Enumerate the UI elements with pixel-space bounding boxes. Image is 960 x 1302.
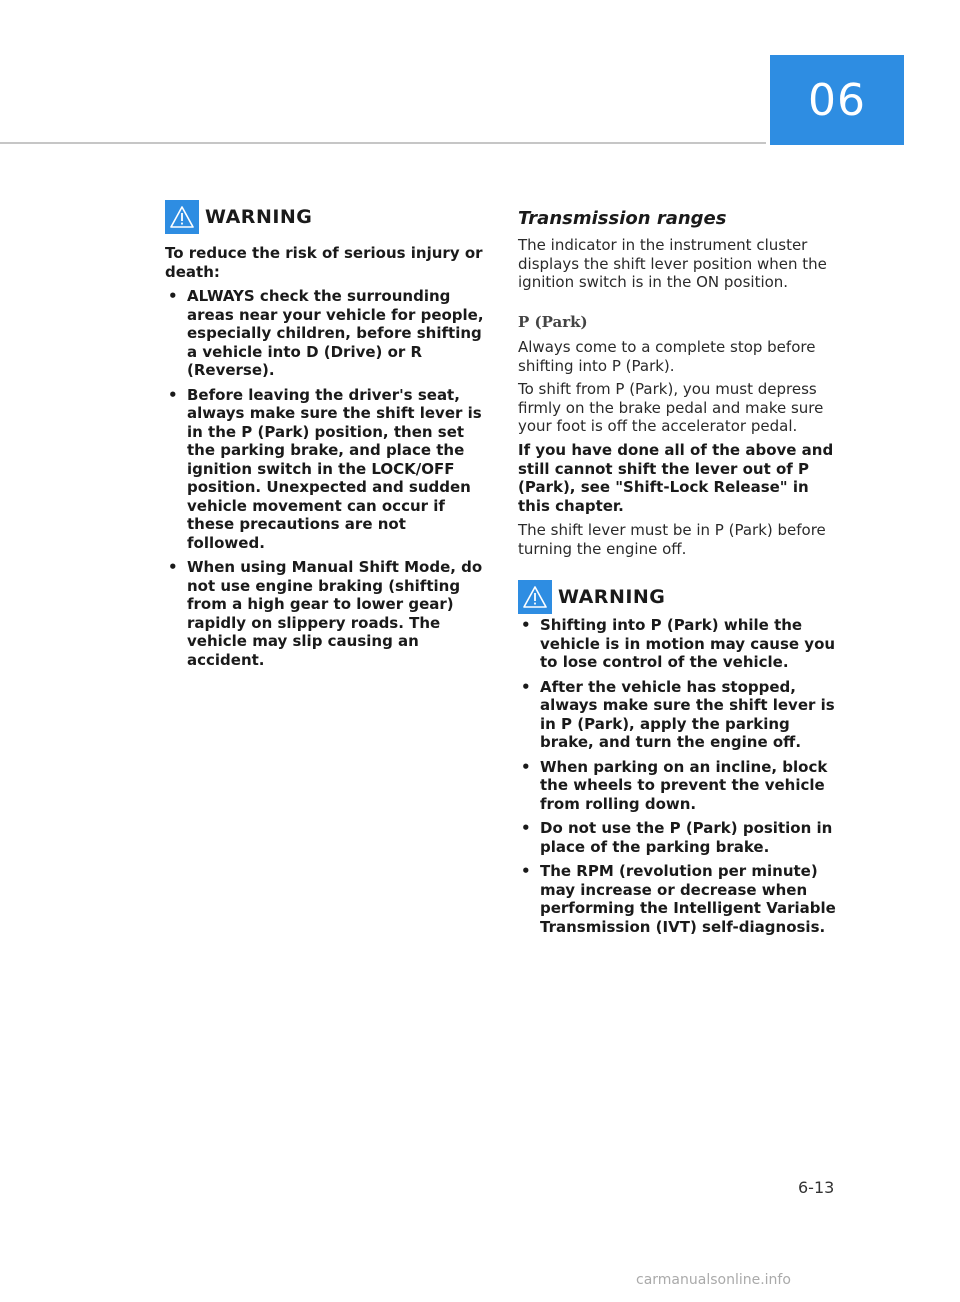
left-warning-intro: To reduce the risk of serious injury or death: [165, 244, 483, 281]
list-item: • The RPM (revolution per minute) may increase or decrease when performing the Intelligent Variable Transmission (IVT) self-diagnosis. [521, 862, 836, 936]
list-item: • After the vehicle has stopped, always make sure the shift lever is in P (Park), apply the parking brake, and turn the engine off. [521, 677, 835, 751]
list-item: • Shifting into P (Park) while the vehicle is in motion may cause you to lose control of the vehicle. [521, 616, 836, 671]
park-heading: P (Park) [518, 313, 588, 331]
park-paragraph-2: To shift from P (Park), you must depress firmly on the brake pedal and make sure your foot is off the accelerator pedal. [518, 380, 824, 435]
list-item: • ALWAYS check the surrounding areas near your vehicle for people, especially children, before shifting a vehicle into D (Drive) or R (Reverse). [168, 287, 484, 379]
list-item: • When using Manual Shift Mode, do not use engine braking (shifting from a high gear to lower gear) rapidly on slippery roads. The vehicle may slip causing an accident. [168, 558, 483, 669]
left-warning-list [165, 287, 487, 669]
park-paragraph-1: Always come to a complete stop before shifting into P (Park). [518, 338, 816, 375]
chapter-tab [770, 55, 904, 145]
chapter-number: 06 [808, 74, 866, 126]
list-item: • Before leaving the driver's seat, always make sure the shift lever is in the P (Park) position, then set the parking brake, and place the ignition switch in the LOCK/OFF position. Unexpected and sudden vehicle movement can occur if these precautions are not followed. [168, 385, 482, 552]
park-paragraph-3: If you have done all of the above and still cannot shift the lever out of P (Park), see "Shift-Lock Release" in this chapter. [518, 441, 834, 515]
warning-triangle-icon [518, 580, 552, 614]
park-paragraph-4: The shift lever must be in P (Park) before turning the engine off. [518, 521, 826, 558]
right-warning-title: WARNING [558, 586, 666, 608]
right-warning-list [518, 616, 840, 936]
list-item: • Do not use the P (Park) position in place of the parking brake. [521, 819, 833, 856]
left-warning-title: WARNING [205, 206, 313, 228]
list-item: • When parking on an incline, block the wheels to prevent the vehicle from rolling down. [521, 757, 828, 813]
left-warning-heading [165, 200, 312, 234]
section-intro: The indicator in the instrument cluster displays the shift lever position when the ignition switch is in the ON position. [518, 236, 827, 291]
header-rule [0, 142, 766, 144]
section-title: Transmission ranges [518, 208, 727, 229]
page-number: 6-13 [798, 1178, 835, 1197]
right-warning-heading [518, 580, 665, 614]
watermark: carmanualsonline.info [636, 1272, 791, 1288]
warning-triangle-icon [165, 200, 199, 234]
